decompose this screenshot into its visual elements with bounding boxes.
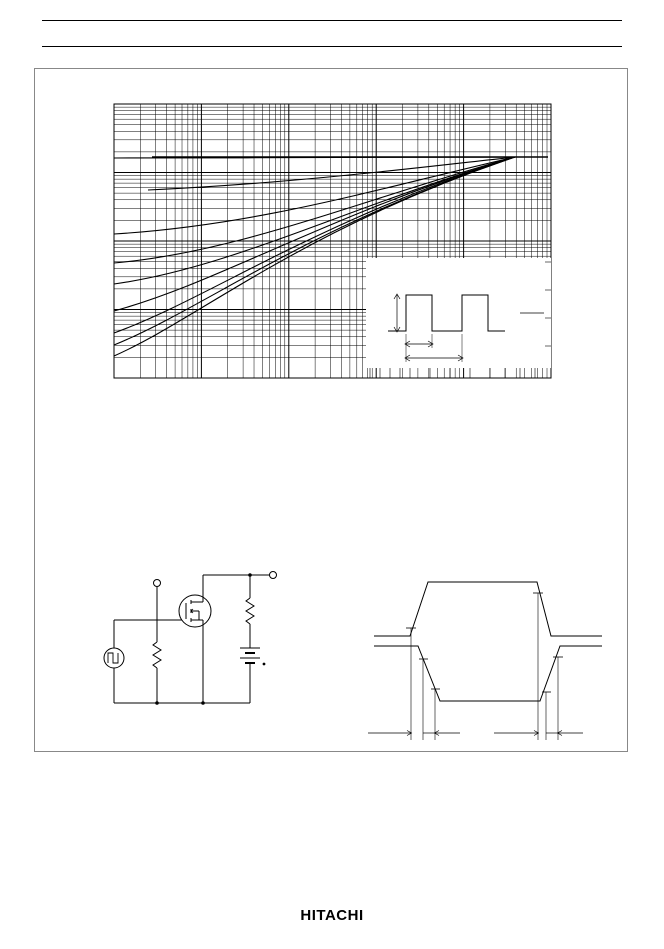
output-waveform (374, 646, 602, 701)
footer-brand-logo: HITACHI (300, 907, 364, 924)
timing-arrows (368, 731, 583, 736)
pulse-generator-symbol (104, 648, 124, 668)
pulse-inset (366, 258, 551, 378)
switching-waveforms (368, 582, 602, 740)
drain-terminal (270, 572, 277, 579)
threshold-markers (406, 593, 563, 692)
gate-resistor (153, 642, 161, 668)
switching-test-circuit (104, 572, 277, 705)
timing-guides (411, 593, 558, 740)
log-log-chart (114, 104, 551, 378)
battery-symbol (240, 648, 260, 663)
gate-terminal (154, 580, 161, 587)
load-resistor (246, 598, 254, 624)
